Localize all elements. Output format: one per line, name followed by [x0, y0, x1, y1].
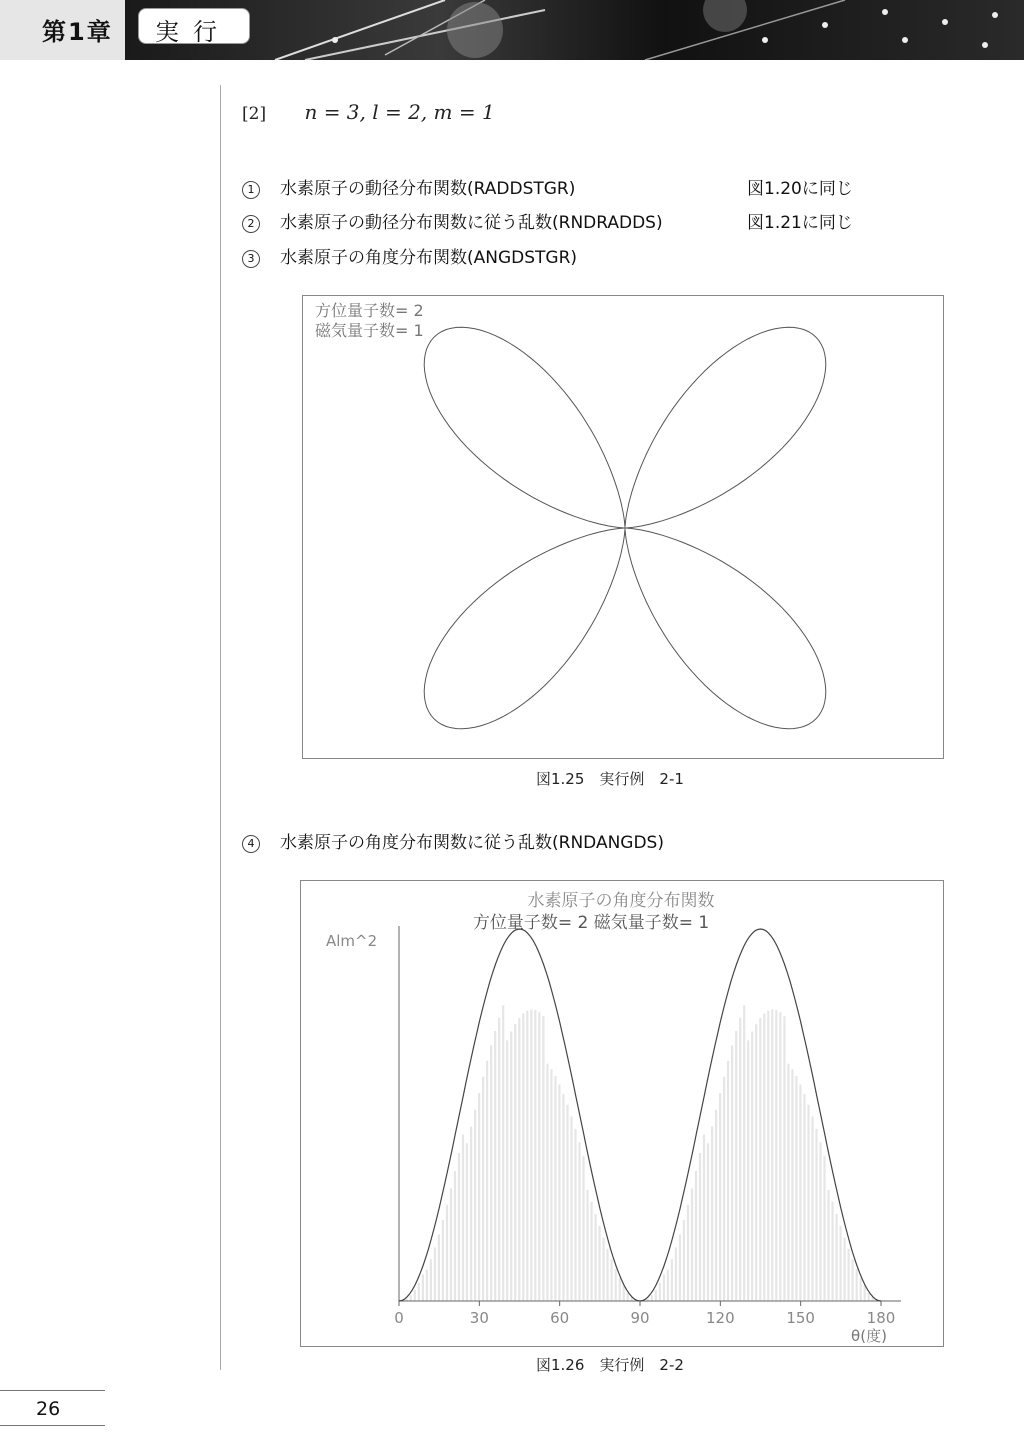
item-number: 1: [242, 181, 260, 199]
histogram-bar: [615, 1269, 617, 1301]
list-item-2: [242, 208, 663, 233]
histogram-bar: [731, 1046, 733, 1302]
x-ticks: [394, 1301, 895, 1327]
histogram-bar: [795, 1076, 797, 1301]
x-tick-label: 120: [706, 1309, 735, 1327]
histogram-bar: [506, 1040, 508, 1301]
histogram-bar: [663, 1274, 665, 1301]
histogram-bar: [595, 1214, 597, 1301]
histogram-bar: [707, 1143, 709, 1301]
histogram-bar: [683, 1220, 685, 1301]
histogram-bar: [514, 1024, 516, 1301]
histogram-bar: [538, 1012, 540, 1301]
item-text: 水素原子の動径分布関数(RADDSTGR): [280, 179, 576, 199]
histogram-bar: [767, 1011, 769, 1301]
histogram-bar: [775, 1010, 777, 1301]
histogram-bar: [832, 1202, 834, 1301]
histogram-bar: [558, 1085, 560, 1302]
histogram-bar: [783, 1016, 785, 1301]
figure-1-25-caption: 図1.25 実行例 2-1: [536, 770, 684, 788]
histogram-bar: [462, 1134, 464, 1301]
histogram-bar: [574, 1129, 576, 1301]
histogram-bar: [599, 1226, 601, 1301]
histogram-bar: [703, 1134, 705, 1301]
polar-plot: [303, 296, 943, 758]
quantum-numbers-heading: [242, 100, 495, 124]
section-label: [2]: [242, 104, 267, 124]
histogram-bar: [566, 1105, 568, 1301]
histogram-bar: [807, 1105, 809, 1301]
histogram-bar: [811, 1116, 813, 1301]
histogram-bar: [623, 1285, 625, 1301]
page-number: 26: [36, 1398, 61, 1420]
histogram-bar: [864, 1285, 866, 1301]
histogram-bar: [434, 1248, 436, 1302]
histogram-bar: [510, 1032, 512, 1302]
histogram-bar: [655, 1290, 657, 1301]
histogram-bar: [530, 1010, 532, 1302]
histogram-bar: [494, 1031, 496, 1301]
lobe-lower-right: [625, 528, 826, 729]
histogram-bar: [410, 1295, 412, 1301]
histogram-bar: [715, 1110, 717, 1301]
histogram-bar: [478, 1093, 480, 1301]
item-text: 水素原子の角度分布関数(ANGDSTGR): [280, 248, 578, 268]
histogram-bar: [611, 1259, 613, 1301]
histogram-bar: [470, 1127, 472, 1302]
histogram-bar: [739, 1018, 741, 1301]
chapter-title-tab: [138, 8, 250, 44]
histogram-bar: [442, 1220, 444, 1301]
histogram-bar: [687, 1205, 689, 1301]
list-item-3: [242, 243, 577, 268]
histogram-bar: [763, 1014, 765, 1301]
item-ref-1: 図1.20に同じ: [747, 179, 853, 199]
histogram-bar: [603, 1238, 605, 1301]
page-number-rule-top: [0, 1390, 105, 1391]
histogram-bar: [799, 1085, 801, 1302]
magnetic-label: 磁気量子数= 1: [315, 321, 424, 340]
histogram-bar: [743, 1005, 745, 1301]
histogram-bar: [727, 1061, 729, 1301]
left-margin-rule: [220, 85, 221, 1370]
histogram-bar: [711, 1127, 713, 1302]
figure-1-26-caption: 図1.26 実行例 2-2: [536, 1356, 684, 1374]
histogram-bar: [840, 1226, 842, 1301]
chapter-number: 第1章: [42, 18, 113, 46]
histogram-bar: [844, 1238, 846, 1301]
histogram-bar: [486, 1061, 488, 1301]
histogram-bar: [856, 1269, 858, 1301]
histogram-bar: [607, 1249, 609, 1301]
histogram-bar: [562, 1094, 564, 1301]
histogram-bar: [667, 1270, 669, 1301]
chapter-title: 実行: [155, 18, 231, 46]
chart-title: 水素原子の角度分布関数: [527, 891, 715, 911]
histogram-bar: [582, 1156, 584, 1301]
x-tick-label: 60: [550, 1309, 570, 1327]
histogram-bars: [402, 1005, 882, 1301]
histogram-bar: [691, 1188, 693, 1301]
histogram-bar: [490, 1046, 492, 1302]
histogram-bar: [546, 1064, 548, 1301]
histogram-bar: [827, 1190, 829, 1301]
histogram-bar: [803, 1094, 805, 1301]
histogram-bar: [751, 1032, 753, 1302]
histogram-bar: [787, 1064, 789, 1301]
histogram-bar: [671, 1259, 673, 1301]
histogram-bar: [819, 1142, 821, 1301]
histogram-bar: [675, 1248, 677, 1302]
histogram-bar: [619, 1278, 621, 1301]
histogram-bar: [591, 1202, 593, 1301]
histogram-bar: [454, 1171, 456, 1301]
histogram-bar: [482, 1077, 484, 1301]
histogram-bar: [823, 1156, 825, 1301]
list-item-4: [242, 828, 664, 853]
histogram-bar: [518, 1018, 520, 1301]
lobe-upper-right: [625, 327, 826, 528]
chart-subtitle: 方位量子数= 2 磁気量子数= 1: [472, 913, 710, 933]
angular-distribution-chart: [301, 881, 943, 1346]
quantum-numbers: n = 3, l = 2, m = 1: [304, 100, 495, 124]
histogram-bar: [526, 1011, 528, 1301]
histogram-bar: [502, 1005, 504, 1301]
item-ref-2: 図1.21に同じ: [747, 213, 853, 233]
page-number-rule-bottom: [0, 1425, 105, 1426]
histogram-bar: [458, 1153, 460, 1301]
x-axis-label: θ(度): [851, 1327, 887, 1345]
histogram-bar: [554, 1076, 556, 1301]
figure-1-26: [300, 880, 944, 1347]
histogram-bar: [779, 1012, 781, 1301]
histogram-bar: [627, 1293, 629, 1301]
histogram-bar: [695, 1171, 697, 1301]
histogram-bar: [466, 1143, 468, 1301]
histogram-bar: [679, 1235, 681, 1302]
histogram-bar: [735, 1031, 737, 1301]
histogram-bar: [699, 1153, 701, 1301]
x-tick-label: 150: [786, 1309, 815, 1327]
x-tick-label: 0: [394, 1309, 404, 1327]
list-item-1: [242, 174, 575, 199]
item-text: 水素原子の角度分布関数に従う乱数(RNDANGDS): [280, 833, 664, 853]
histogram-bar: [759, 1018, 761, 1301]
header-photo-band: [125, 0, 1024, 60]
histogram-bar: [860, 1278, 862, 1301]
figure-1-25: [302, 295, 944, 759]
x-tick-label: 30: [469, 1309, 489, 1327]
item-text: 水素原子の動径分布関数に従う乱数(RNDRADDS): [280, 213, 663, 233]
histogram-bar: [578, 1142, 580, 1301]
histogram-bar: [586, 1190, 588, 1301]
histogram-bar: [474, 1110, 476, 1301]
histogram-bar: [659, 1283, 661, 1301]
item-number: 3: [242, 250, 260, 268]
histogram-bar: [815, 1129, 817, 1301]
histogram-bar: [852, 1259, 854, 1301]
y-axis-label: Alm^2: [326, 932, 378, 950]
histogram-bar: [522, 1014, 524, 1301]
item-number: 4: [242, 835, 260, 853]
histogram-bar: [868, 1293, 870, 1301]
x-tick-label: 90: [630, 1309, 650, 1327]
histogram-bar: [426, 1270, 428, 1301]
histogram-bar: [791, 1069, 793, 1301]
histogram-bar: [550, 1069, 552, 1301]
histogram-bar: [836, 1214, 838, 1301]
histogram-bar: [771, 1010, 773, 1302]
histogram-bar: [719, 1093, 721, 1301]
histogram-bar: [723, 1077, 725, 1301]
histogram-bar: [651, 1295, 653, 1301]
histogram-bar: [438, 1235, 440, 1302]
lobe-upper-left: [424, 327, 625, 528]
histogram-bar: [747, 1040, 749, 1301]
histogram-bar: [450, 1188, 452, 1301]
histogram-bar: [534, 1010, 536, 1301]
histogram-bar: [422, 1274, 424, 1301]
azimuthal-label: 方位量子数= 2: [315, 301, 424, 320]
histogram-bar: [570, 1116, 572, 1301]
histogram-bar: [418, 1283, 420, 1301]
histogram-bar: [848, 1249, 850, 1301]
histogram-bar: [446, 1205, 448, 1301]
header-decoration: [125, 0, 1024, 60]
histogram-bar: [542, 1016, 544, 1301]
histogram-bar: [755, 1024, 757, 1301]
histogram-bar: [414, 1290, 416, 1301]
x-tick-label: 180: [866, 1309, 896, 1327]
histogram-bar: [498, 1018, 500, 1301]
histogram-bar: [430, 1259, 432, 1301]
lobe-lower-left: [424, 528, 625, 729]
item-number: 2: [242, 215, 260, 233]
chapter-header: [0, 0, 1024, 60]
